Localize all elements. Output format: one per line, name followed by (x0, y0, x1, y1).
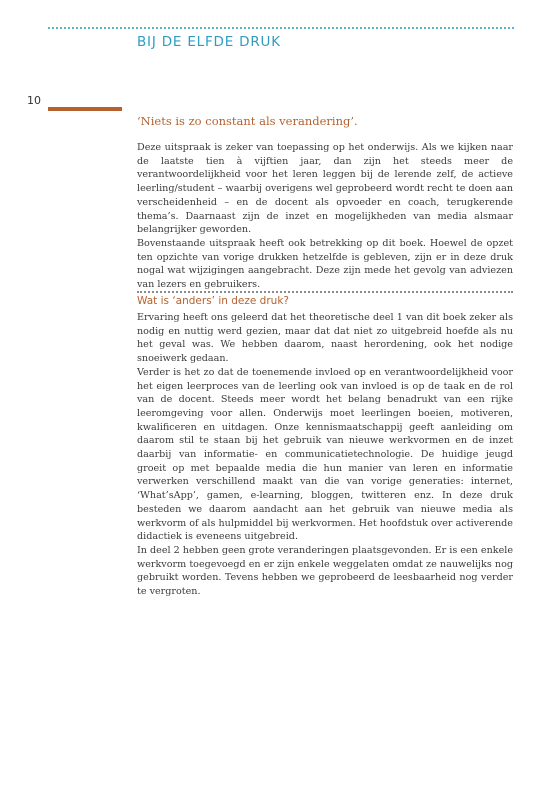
intro-paragraph-1: Deze uitspraak is zeker van toepassing op het onderwijs. Als we kijken naar de laatste tien à vijftien jaar, dan zijn het steeds meer de verantwoordelijkheid voor het leren leggen bij de lerende zelf, de actieve leerling/student – waarbij overigens wel geprobeerd wordt recht te doen aan verscheidenheid – en de docent als opvoeder en coach, terugkerende thema’s. Daarnaast zijn de inzet en mogelijkheden van media alsmaar belangrijker geworden. (137, 142, 513, 236)
accent-rule (48, 107, 122, 111)
page-number: 10 (27, 94, 41, 107)
page-header-title: BIJ DE ELFDE DRUK (137, 34, 281, 50)
section-paragraph-1: Ervaring heeft ons geleerd dat het theoretische deel 1 van dit boek zeker als nodig en nuttig werd gezien, maar dat dat niet zo uitgebreid hoefde als nu het geval was. We hebben daarom, naast herordening, ook het nodige snoeiwerk gedaan. (137, 312, 513, 365)
section-dotted-rule (137, 291, 513, 293)
header-dotted-rule (48, 27, 514, 29)
section-paragraph-3: In deel 2 hebben geen grote veranderingen plaatsgevonden. Er is een enkele werkvorm toegevoegd en er zijn enkele weggelaten omdat ze nauwelijks nog gebruikt worden. Tevens hebben we geprobeerd de leesbaarheid nog verder te vergroten. (137, 544, 513, 598)
intro-text (137, 141, 513, 292)
section-heading: Wat is ‘anders’ in deze druk? (137, 295, 289, 307)
intro-paragraph-2: Bovenstaande uitspraak heeft ook betrekking op dit boek. Hoewel de opzet ten opzichte van vorige drukken hetzelfde is gebleven, zijn er in deze druk nogal wat wijzigingen aangebracht. Deze zijn mede het gevolg van adviezen van lezers en gebruikers. (137, 237, 513, 291)
section-text (137, 311, 513, 599)
opening-quote: ‘Niets is zo constant als verandering’. (137, 114, 358, 128)
section-paragraph-2: Verder is het zo dat de toenemende invloed op en verantwoordelijkheid voor het eigen leerproces van de leerling ook van invloed is op de taak en de rol van de docent. Steeds meer wordt het belang benadrukt van een rijke leeromgeving voor allen. Onderwijs moet leerlingen boeien, motiveren, kwalificeren en uitdagen. Onze kennismaatschappij geeft aanleiding om daarom stil te staan bij het gebruik van nieuwe werkvormen en de inzet daarbij van informatie- en communicatietechnologie. De huidige jeugd groeit op met bepaalde media die hun manier van leren en informatie verwerken verschillend maakt van die van vorige generaties: internet, ‘What’sApp’, gamen, e-learning, bloggen, twitteren enz. In deze druk besteden we daarom aandacht aan het gebruik van nieuwe media als werkvorm of als hulpmiddel bij werkvormen. Het hoofdstuk over activerende didactiek is eveneens uitgebreid. (137, 366, 513, 543)
